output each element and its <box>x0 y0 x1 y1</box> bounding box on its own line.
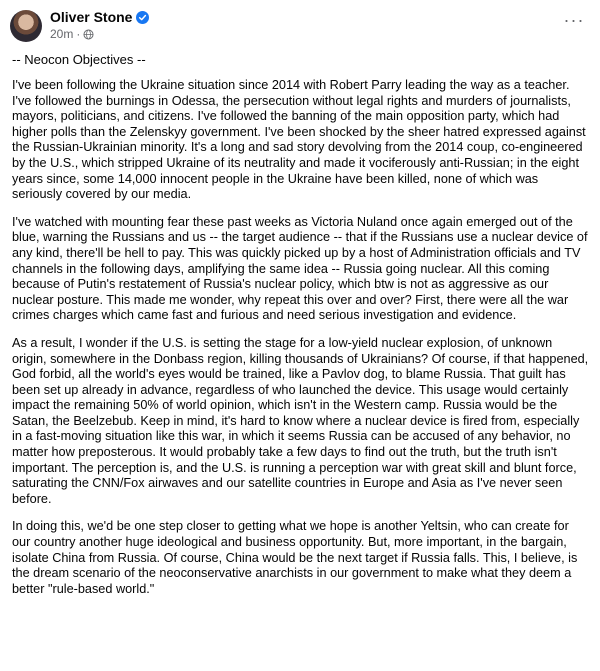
author-row <box>50 8 149 26</box>
post-subline <box>50 26 149 42</box>
verified-badge-icon <box>136 11 149 24</box>
author-name[interactable]: Oliver Stone <box>50 9 133 25</box>
more-options-icon[interactable]: ··· <box>563 10 585 30</box>
post-header <box>10 8 590 52</box>
globe-icon[interactable] <box>83 29 94 40</box>
post-title: -- Neocon Objectives -- <box>12 52 146 67</box>
post-paragraph-4: In doing this, we'd be one step closer to getting what we hope is another Yeltsin, who can create for our country another huge ideological and business opportunity. But, more important, in the bargain, isolate China from Russia. Of course, China would be the next target if Russia falls. This, I believe, is the dream scenario of the neoconservative anarchists in our government to make what they deem a better "rule-based world." <box>12 519 578 596</box>
post-paragraph-2: I've watched with mounting fear these past weeks as Victoria Nuland once again emerged out of the blue, warning the Russians and us -- the target audience -- that if the Russians use a nuclear device of any kind, there'll be hell to pay. This was quickly picked up by a host of Administration officials and TV channels in the following days, amplifying the same idea -- Russia going nuclear. All this coming because of Putin's restatement of Russia's nuclear policy, which btw is not as aggressive as our nuclear posture. This made me wonder, why repeat this over and over? First, there were all the war crimes charges which came fast and furious and need serious investigation and evidence. <box>12 214 588 323</box>
post-paragraph-3: As a result, I wonder if the U.S. is setting the stage for a low-yield nuclear explosion, of unknown origin, somewhere in the Donbass region, killing thousands of Ukrainians? Of course, if that happened, God forbid, all the world's eyes would be trained, like a Pavlov dog, to blame Russia. That guilt has been set up already in advance, regardless of who launched the device. This usage would certainly impact the remaining 50% of world opinion, which isn't in the Western camp. Russia would be the Satan, the Beelzebub. Keep in mind, it's hard to know where a nuclear device is fired from, especially in a fast-moving situation like this war, in which it seems Russia can be accused of any behavior, no matter how preposterous. It would probably take a few days to find out the truth, but the truth isn't important. The perception is, and the U.S. is running a perception war with great skill and blunt force, saturating the CNN/Fox airwaves and our satellite countries in Europe and Asia as I've never seen before. <box>12 335 589 506</box>
post-timestamp[interactable]: 20m <box>50 27 74 41</box>
post-meta <box>50 8 149 42</box>
avatar[interactable] <box>10 10 42 42</box>
post-paragraph-1: I've been following the Ukraine situation since 2014 with Robert Parry leading the way as a teacher. I've followed the burnings in Odessa, the persecution without legal rights and murders of journalists, mayors, politicians, and citizens. I've followed the banning of the main opposition party, which had higher polls than the Zelenskyy government. I've been shocked by the sheer hatred expressed against the Russian-Ukrainian minority. It's a long and sad story devolving from the 2014 coup, co-engineered by the U.S., which stripped Ukraine of its neutrality and made it vociferously anti-Russian; in the eight years since, some 14,000 innocent people in the Ukraine have been killed, none of which was seriously covered by our media. <box>12 78 586 202</box>
meta-separator: · <box>76 27 81 41</box>
